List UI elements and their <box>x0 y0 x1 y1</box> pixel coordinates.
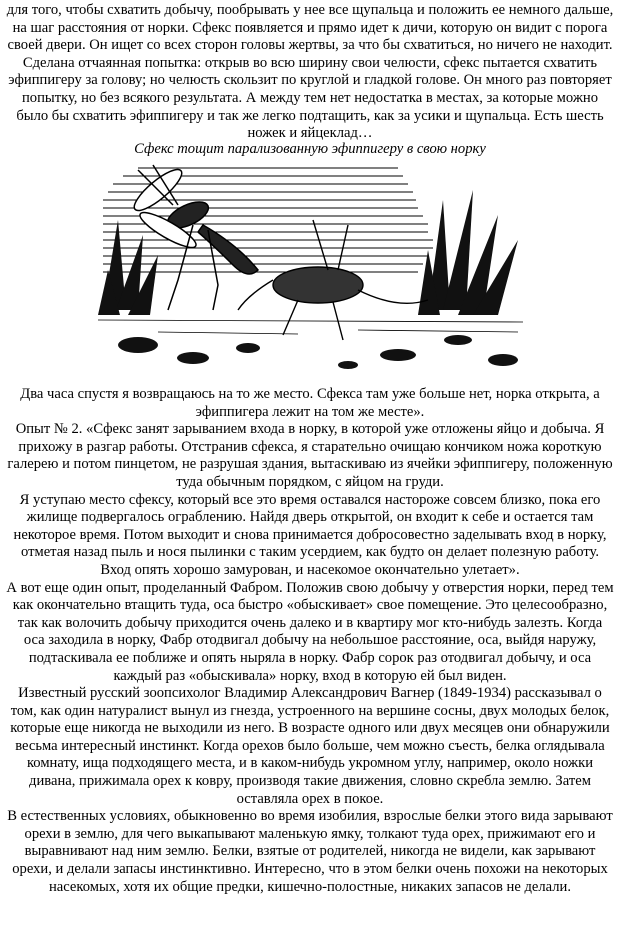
paragraph: В естественных условиях, обыкновенно во время изобилия, взрослые белки этого вида зарывают орехи в землю, для чего выкапывают маленькую ямку, толкают туда орех, прижимают его и выравнивают над ним землю. Белки, взятые от родителей, никогда не видели, как зарывают орехи, и делали запасы инстинктивно. Интересно, что в этом белки очень похожи на некоторых насекомых, хотя их общие предки, кишечно-полостные, никаких запасов не делали. <box>7 808 613 895</box>
sphex-wasp-illustration <box>98 160 523 375</box>
paragraph: Я уступаю место сфексу, который все это время оставался настороже совсем близко, пока его жилище подвергалось ограблению. Найдя дверь открытой, он входит к себе и остается там некоторое время. Потом выходит и снова принимается добросовестно заделывать вход в норку, отметая назад пыль и нося пылинки с таким усердием, как будто он делает полезную работу. Вход опять хорошо замурован, и насекомое окончательно улетает». <box>13 491 607 578</box>
paragraph: Известный русский зоопсихолог Владимир Александрович Вагнер (1849-1934) рассказывал о том, как один натуралист вынул из гнезда, устроенного на вершине сосны, двух молодых белок, которые еще никогда не выходили из него. В возрасте одного или двух месяцев они обнаружили весьма интересный инстинкт. Когда орехов было больше, чем можно съесть, белка оглядывала комнату, ища подходящего места, и в каком-нибудь укромном углу, например, около ножки дивана, прижимала орех к ковру, производя такие движения, словно скребла землю. Затем оставляла орех в покое. <box>10 685 610 807</box>
paragraph: А вот еще один опыт, проделанный Фабром. Положив свою добычу у отверстия норки, перед тем как окончательно втащить туда, оса быстро «обыскивает» свое помещение. Это целесообразно, так как волочить добычу приходится очень далеко и в квартиру мог кто-нибудь залезть. Когда оса заходила в норку, Фабр отодвигал добычу на небольшое расстояние, оса, выйдя наружу, подтаскивала ее поближе и опять ныряла в норку. Фабр сорок раз отодвигал добычу, и оса каждый раз «обыскивала» норку, вход в которую ей был виден. <box>6 579 614 684</box>
figure-caption: Сфекс тощит парализованную эфиппигеру в свою норку <box>134 141 486 157</box>
text-block-intro: для того, чтобы схватить добычу, пообрывать у нее все щупальца и положить ее немного дальше, на шаг расстояния от норки. Сфекс появляется и прямо идет к дичи, которую он видит с порога своей двери. Он ищет со всех сторон головы жертвы, за что бы схватиться, но ничего не находит. Сделана отчаянная попытка: открыв во всю ширину свои челюсти, сфекс пытается схватить эфиппигеру за голову; но челюсть скользит по круглой и гладкой голове. Он много раз повторяет попытку, но без всякого результата. А между тем нет недостатка в местах, за которые можно было бы схватить эфиппигеру и так же легко подтащить, как за усики и щупальца. Есть шесть ножек и яйцеклад… <box>6 2 614 142</box>
text-block-main <box>6 386 614 896</box>
paragraph: Два часа спустя я возвращаюсь на то же место. Сфекса там уже больше нет, норка открыта, а эфиппигера лежит на том же месте». <box>20 386 600 420</box>
paragraph: Опыт № 2. «Сфекс занят зарыванием входа в норку, в которой уже отложены яйцо и добыча. Я прихожу в разгар работы. Отстранив сфекса, я старательно очищаю кончиком ножа короткую галерею и потом пинцетом, не разрушая здания, вытаскиваю из ячейки эфиппигеру, положенную туда обычным порядком, с яйцом на груди. <box>7 421 613 490</box>
